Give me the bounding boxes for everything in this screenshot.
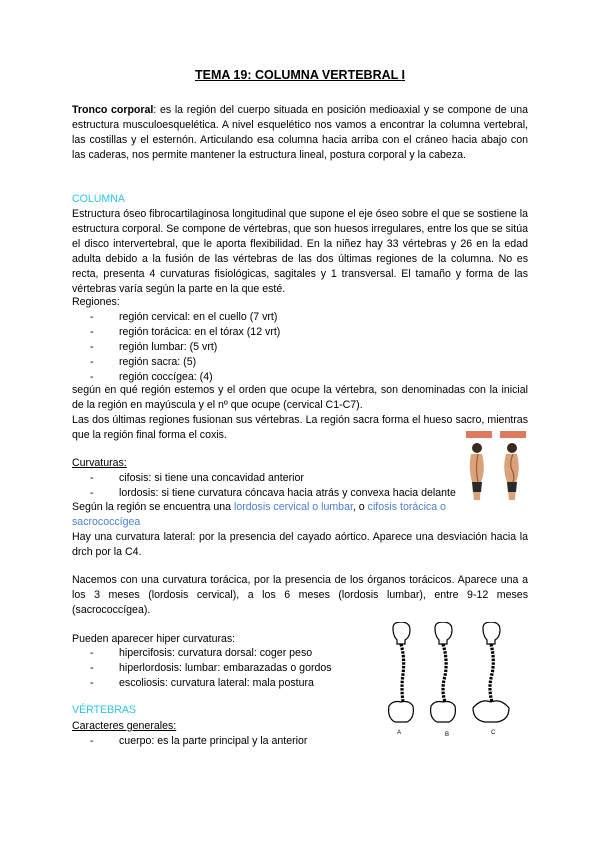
hiper-label: Pueden aparecer hiper curvaturas: xyxy=(72,633,236,645)
columna-heading: COLUMNA xyxy=(72,193,125,205)
spine-curvature-illustration xyxy=(385,622,530,740)
link-lordosis: lordosis cervical o lumbar xyxy=(233,501,353,513)
skeleton-label: A xyxy=(397,730,402,736)
tronco-term: Tronco corporal xyxy=(72,104,154,116)
regiones-label: Regiones: xyxy=(72,296,120,308)
lateral-paragraph: Hay una curvatura lateral: por la presencia del cayado aórtico. Aparece una desviación hacia la drch por la C4. xyxy=(72,531,528,558)
posture-label-1 xyxy=(466,431,492,438)
caracteres-label: Caracteres generales: xyxy=(72,720,177,732)
region-curvature-text: Según la región se encuentra una lordosis cervical o lumbar, o cifosis torácica o sacrococcígea xyxy=(72,501,446,528)
link-cifosis: cifosis torácica o sacrococcígea xyxy=(72,501,446,528)
fusion-paragraph: Las dos últimas regiones fusionan sus vértebras. La región sacra forma el hueso sacro, mientras que la región final forma el coxis. xyxy=(72,414,528,441)
columna-paragraph: Estructura óseo fibrocartilaginosa longitudinal que supone el eje óseo sobre el que se sostiene la estructura corporal. Se compone de vértebras, que son huesos irregulares, entre los que se sitúa el disco intervertebral, que le aporta flexibilidad. En la niñez hay 33 vértebras y 26 en la edad adulta debido a la fusión de las vértebras de las dos últimas regiones de la columna. No es recta, presenta 4 curvaturas fisiológicas, sagitales y 1 transversal. El tamaño y forma de las vértebras varía según la parte en la que esté. xyxy=(72,208,528,295)
posture-label-2 xyxy=(500,431,526,438)
list-item: - región sacra: (5) xyxy=(90,356,197,368)
list-item: - cuerpo: es la parte principal y la anterior xyxy=(90,735,308,747)
tronco-text: : es la región del cuerpo situada en posición medioaxial y se compone de una estructura musculoesquelética. A nivel esquelético nos vamos a encontrar la columna vertebral, las costillas y el esternón. Articulando esa columna hacia arriba con el cráneo hacia abajo con las caderas, nos permite mantener la estructura lineal, postura corporal y la cabeza. xyxy=(72,104,528,161)
tronco-paragraph xyxy=(72,103,528,163)
list-item: - región coccígea: (4) xyxy=(90,371,213,383)
nacemos-paragraph: Nacemos con una curvatura torácica, por la presencia de los órganos torácicos. Aparece una a los 3 meses (lordosis cervical), a los 6 meses (lordosis lumbar), entre 9-12 meses (sacrococcígea). xyxy=(72,574,528,616)
list-item: - lordosis: si tiene curvatura cóncava hacia atrás y convexa hacia delante xyxy=(90,487,456,499)
curvaturas-label: Curvaturas: xyxy=(72,457,127,469)
skeleton-label: B xyxy=(445,732,450,738)
list-item: - región cervical: en el cuello (7 vrt) xyxy=(90,311,278,323)
regiones-explanation: según en qué región estemos y el orden que ocupe la vértebra, son denominadas con la inicial de la región en mayúscula y el nº que ocupe (cervical C1-C7). xyxy=(72,384,528,411)
list-item: - hiperlordosis: lumbar: embarazadas o gordos xyxy=(90,662,332,674)
posture-illustration xyxy=(464,430,530,502)
list-item: - cifosis: si tiene una concavidad anterior xyxy=(90,472,304,484)
list-item: - región torácica: en el tórax (12 vrt) xyxy=(90,326,281,338)
list-item: - escoliosis: curvatura lateral: mala postura xyxy=(90,677,314,689)
vertebras-heading: VÉRTEBRAS xyxy=(72,704,136,716)
list-item: - hipercifosis: curvatura dorsal: coger peso xyxy=(90,647,313,659)
page-title: TEMA 19: COLUMNA VERTEBRAL I xyxy=(195,68,405,82)
skeleton-label: C xyxy=(491,730,496,736)
list-item: - región lumbar: (5 vrt) xyxy=(90,341,218,353)
